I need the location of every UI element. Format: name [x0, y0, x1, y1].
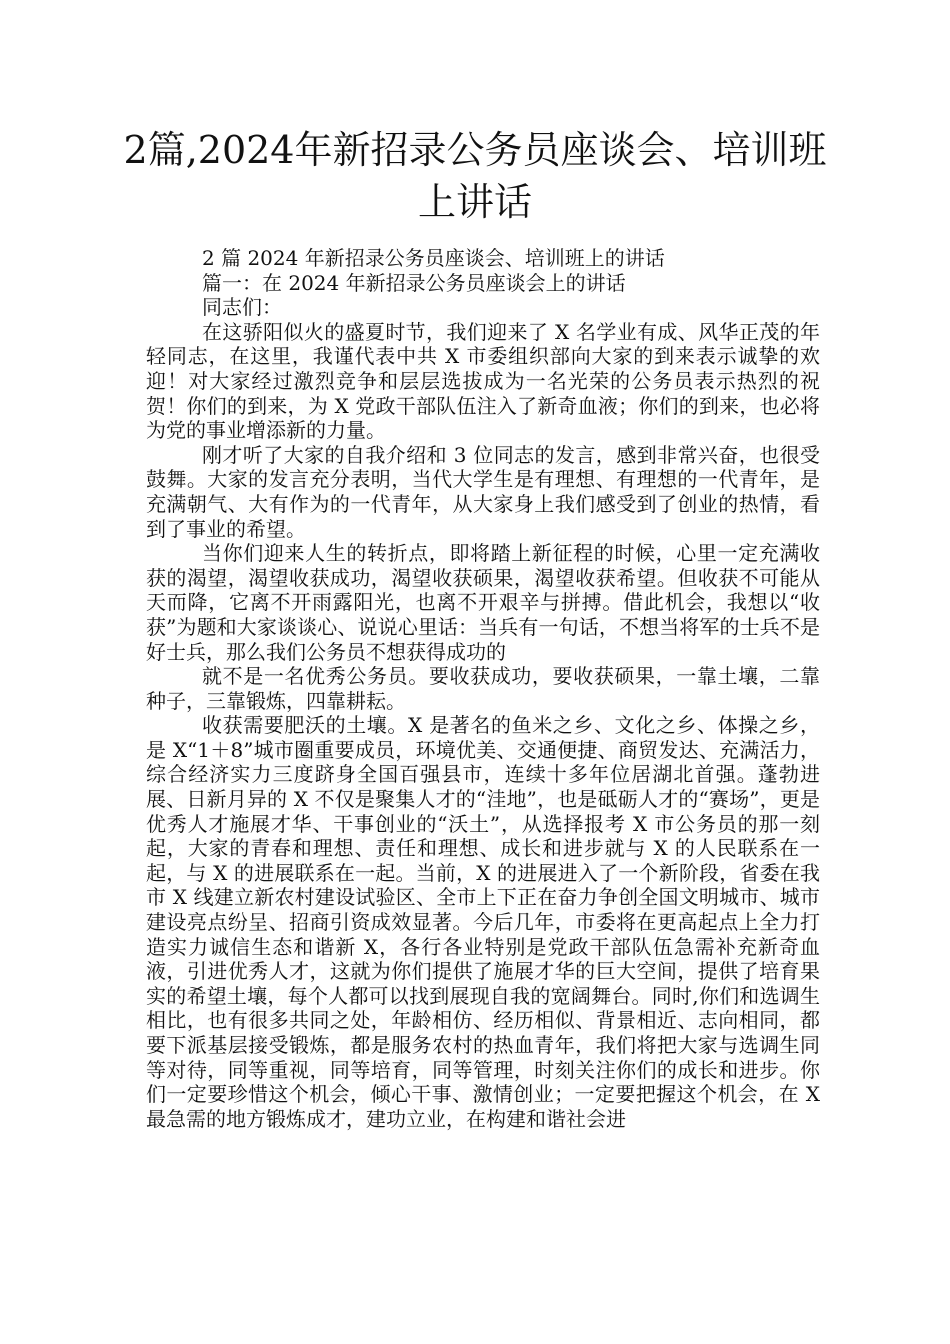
document-title	[100, 124, 850, 228]
title-line-2: 上讲话	[417, 180, 532, 224]
title-line-1: 2篇,2024年新招录公务员座谈会、培训班	[123, 128, 827, 172]
document-body	[146, 246, 820, 1131]
paragraph-5: 收获需要肥沃的土壤。X 是著名的鱼米之乡、文化之乡、体操之乡，是 X“1＋8”城市圈重要成员，环境优美、交通便捷、商贸发达、充满活力，综合经济实力三度跻身全国百强县市，连续十多年位居湖北首强。蓬勃进展、日新月异的 X 不仅是聚集人才的“洼地”，也是砥砺人才的“赛场”，更是优秀人才施展才华、干事创业的“沃土”，从选择报考 X 市公务员的那一刻起，大家的青春和理想、责任和理想、成长和进步就与 X 的人民联系在一起，与 X 的进展联系在一起。当前，X 的进展进入了一个新阶段，省委在我市 X 线建立新农村建设试验区、全市上下正在奋力争创全国文明城市、城市建设亮点纷呈、招商引资成效显著。今后几年，市委将在更高起点上全力打造实力诚信生态和谐新 X，各行各业特别是党政干部队伍急需补充新奇血液，引进优秀人才，这就为你们提供了施展才华的巨大空间，提供了培育果实的希望土壤，每个人都可以找到展现自我的宽阔舞台。同时,你们和选调生相比，也有很多共同之处，年龄相仿、经历相似、背景相近、志向相同，都要下派基层接受锻炼，都是服务农村的热血青年，我们将把大家与选调生同等对待，同等重视，同等培育，同等管理，时刻关注你们的成长和进步。你们一定要珍惜这个机会，倾心干事、激情创业；一定要把握这个机会，在 X 最急需的地方锻炼成才，建功立业，在构建和谐社会进	[146, 713, 820, 1131]
section-heading: 篇一：在 2024 年新招录公务员座谈会上的讲话	[202, 270, 626, 295]
subtitle: 2 篇 2024 年新招录公务员座谈会、培训班上的讲话	[202, 246, 665, 270]
paragraph-2: 刚才听了大家的自我介绍和 3 位同志的发言，感到非常兴奋，也很受鼓舞。大家的发言充分表明，当代大学生是有理想、有理想的一代青年，是充满朝气、大有作为的一代青年，从大家身上我们感受到了创业的热情，看到了事业的希望。	[146, 442, 820, 541]
paragraph-1: 在这骄阳似火的盛夏时节，我们迎来了 X 名学业有成、风华正茂的年轻同志，在这里，我谨代表中共 X 市委组织部向大家的到来表示诚挚的欢迎！对大家经过激烈竞争和层层选拔成为一名光荣的公务员表示热烈的祝贺！你们的到来，为 X 党政干部队伍注入了新奇血液；你们的到来，也必将为党的事业增添新的力量。	[146, 319, 820, 443]
salutation: 同志们：	[202, 295, 282, 320]
paragraph-3: 当你们迎来人生的转折点，即将踏上新征程的时候，心里一定充满收获的渴望，渴望收获成功，渴望收获硕果，渴望收获希望。但收获不可能从天而降，它离不开雨露阳光，也离不开艰辛与拼搏。借此机会，我想以“收获”为题和大家谈谈心、说说心里话：当兵有一句话，不想当将军的士兵不是好士兵，那么我们公务员不想获得成功的	[146, 541, 820, 664]
paragraph-4: 就不是一名优秀公务员。要收获成功，要收获硕果，一靠土壤，二靠种子，三靠锻炼，四靠耕耘。	[146, 664, 820, 713]
